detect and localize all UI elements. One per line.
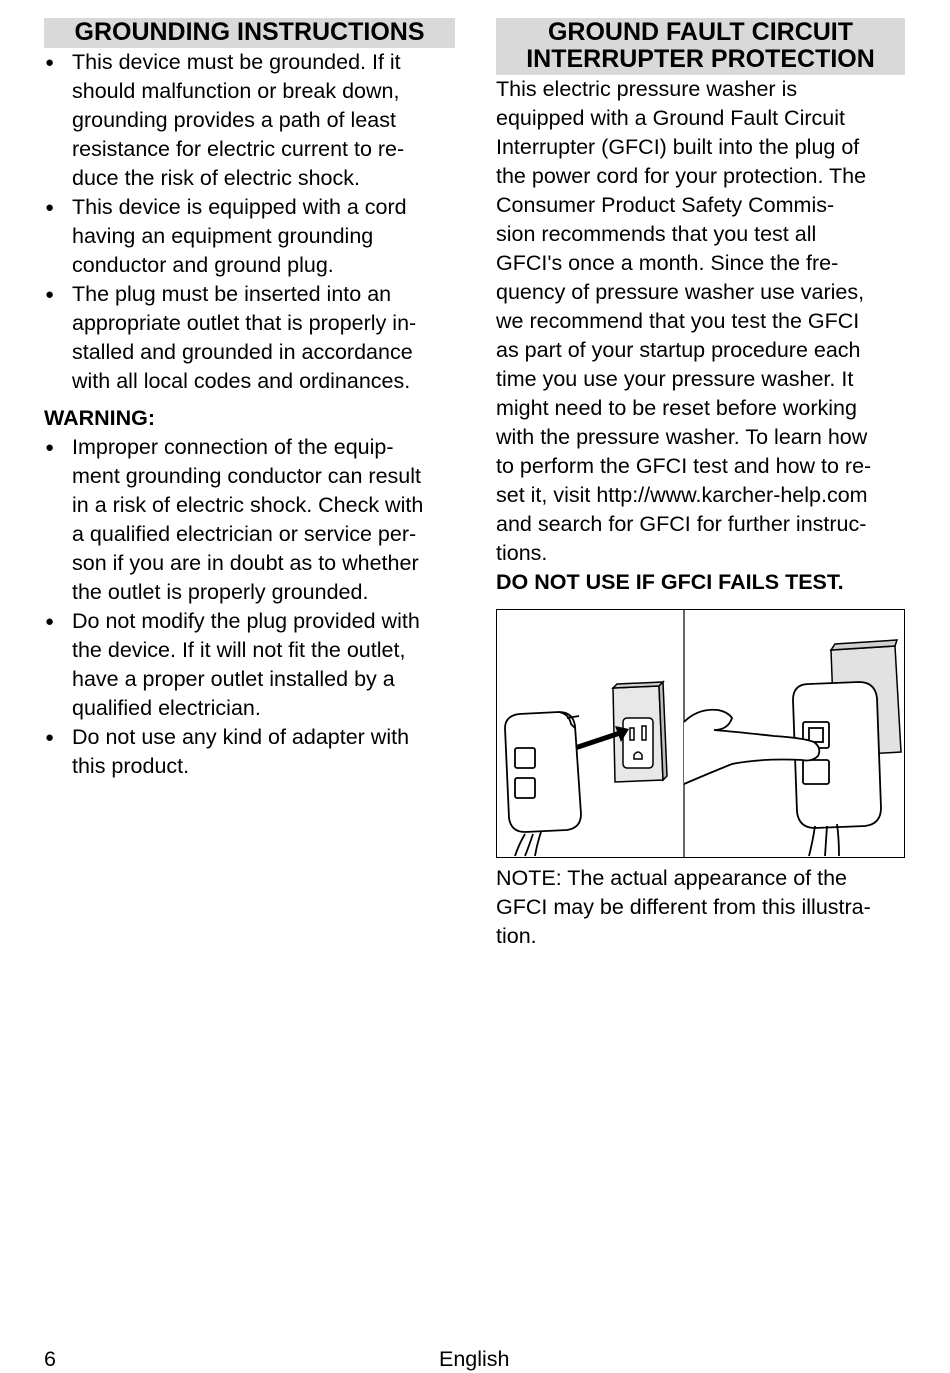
body-text-line: This electric pressure washer is — [496, 77, 798, 101]
body-text-line: equipped with a Ground Fault Circuit — [496, 106, 845, 130]
bullet-dot-icon: ● — [45, 729, 55, 746]
bullet-text-line: having an equipment grounding — [72, 224, 374, 248]
bullet-dot-icon: ● — [45, 199, 55, 216]
bullet-text-line: grounding provides a path of least — [72, 108, 396, 132]
bullet-text-line: This device must be grounded. If it — [72, 50, 401, 74]
page-number: 6 — [44, 1347, 56, 1371]
body-text-line: set it, visit http://www.karcher-help.com — [496, 483, 868, 507]
bullet-text-line: this product. — [72, 754, 190, 778]
gfci-heading-line: GROUND FAULT CIRCUIT — [547, 18, 854, 46]
bullet-text-line: appropriate outlet that is properly in- — [72, 311, 417, 335]
footer-language: English — [439, 1347, 510, 1371]
gfci-illustration-svg — [497, 610, 904, 857]
body-text-line: Interrupter (GFCI) built into the plug of — [496, 135, 860, 159]
grounding-section — [44, 18, 455, 781]
bullet-dot-icon: ● — [45, 286, 55, 303]
body-text-line: quency of pressure washer use varies, — [496, 280, 865, 304]
bullet-text-line: have a proper outlet installed by a — [72, 667, 395, 691]
body-text-line: we recommend that you test the GFCI — [496, 309, 860, 333]
bullet-dot-icon: ● — [45, 54, 55, 71]
bullet-text-line: ment grounding conductor can result — [72, 464, 421, 488]
illustration-note — [496, 864, 905, 951]
gfci-heading-line: INTERRUPTER PROTECTION — [526, 45, 875, 73]
body-text-line: and search for GFCI for further instruc- — [496, 512, 867, 536]
bullet-text-line: stalled and grounded in accordance — [72, 340, 413, 364]
gfci-plug-icon — [505, 712, 581, 856]
bullet-item — [44, 280, 455, 396]
bullet-text-line: The plug must be inserted into an — [72, 282, 392, 306]
body-text-line: Consumer Product Safety Commis- — [496, 193, 835, 217]
bullet-text-line: conductor and ground plug. — [72, 253, 334, 277]
grounding-heading: GROUNDING INSTRUCTIONS — [44, 18, 455, 48]
gfci-section — [496, 18, 905, 951]
bullet-text-line: qualified electrician. — [72, 696, 261, 720]
note-text-line: tion. — [496, 924, 537, 948]
gfci-heading — [496, 18, 905, 75]
body-text-line: to perform the GFCI test and how to re- — [496, 454, 872, 478]
body-text-line: sion recommends that you test all — [496, 222, 817, 246]
bullet-text-line: Do not modify the plug provided with — [72, 609, 420, 633]
gfci-body-text — [496, 75, 905, 568]
bullet-text-line: son if you are in doubt as to whether — [72, 551, 419, 575]
bullet-text-line: the device. If it will not fit the outlet, — [72, 638, 406, 662]
body-text-line: time you use your pressure washer. It — [496, 367, 854, 391]
bullet-dot-icon: ● — [45, 613, 55, 630]
warning-bullet-list — [44, 433, 455, 781]
bullet-text-line: with all local codes and ordinances. — [72, 369, 411, 393]
bullet-text-line: This device is equipped with a cord — [72, 195, 407, 219]
warning-title: WARNING: — [44, 406, 156, 430]
bullet-item — [44, 723, 455, 781]
note-text-line: GFCI may be different from this illustra- — [496, 895, 871, 919]
body-text-line: as part of your startup procedure each — [496, 338, 861, 362]
bullet-text-line: Improper connection of the equip- — [72, 435, 394, 459]
body-text-line: GFCI's once a month. Since the fre- — [496, 251, 839, 275]
bullet-item — [44, 607, 455, 723]
body-text-line: with the pressure washer. To learn how — [496, 425, 868, 449]
bullet-text-line: a qualified electrician or service per- — [72, 522, 417, 546]
bullet-item — [44, 433, 455, 607]
bullet-text-line: should malfunction or break down, — [72, 79, 400, 103]
bullet-text-line: resistance for electric current to re- — [72, 137, 405, 161]
bullet-text-line: Do not use any kind of adapter with — [72, 725, 410, 749]
body-text-line: might need to be reset before working — [496, 396, 857, 420]
note-text-line: NOTE: The actual appearance of the — [496, 866, 847, 890]
bullet-text-line: duce the risk of electric shock. — [72, 166, 360, 190]
gfci-plug-icon — [793, 682, 881, 856]
gfci-warning-line: DO NOT USE IF GFCI FAILS TEST. — [496, 570, 844, 594]
body-text-line: tions. — [496, 541, 548, 565]
bullet-item — [44, 193, 455, 280]
bullet-text-line: the outlet is properly grounded. — [72, 580, 369, 604]
grounding-bullet-list — [44, 48, 455, 396]
bullet-dot-icon: ● — [45, 439, 55, 456]
gfci-illustration — [496, 609, 905, 858]
bullet-item — [44, 48, 455, 193]
bullet-text-line: in a risk of electric shock. Check with — [72, 493, 424, 517]
body-text-line: the power cord for your protection. The — [496, 164, 867, 188]
